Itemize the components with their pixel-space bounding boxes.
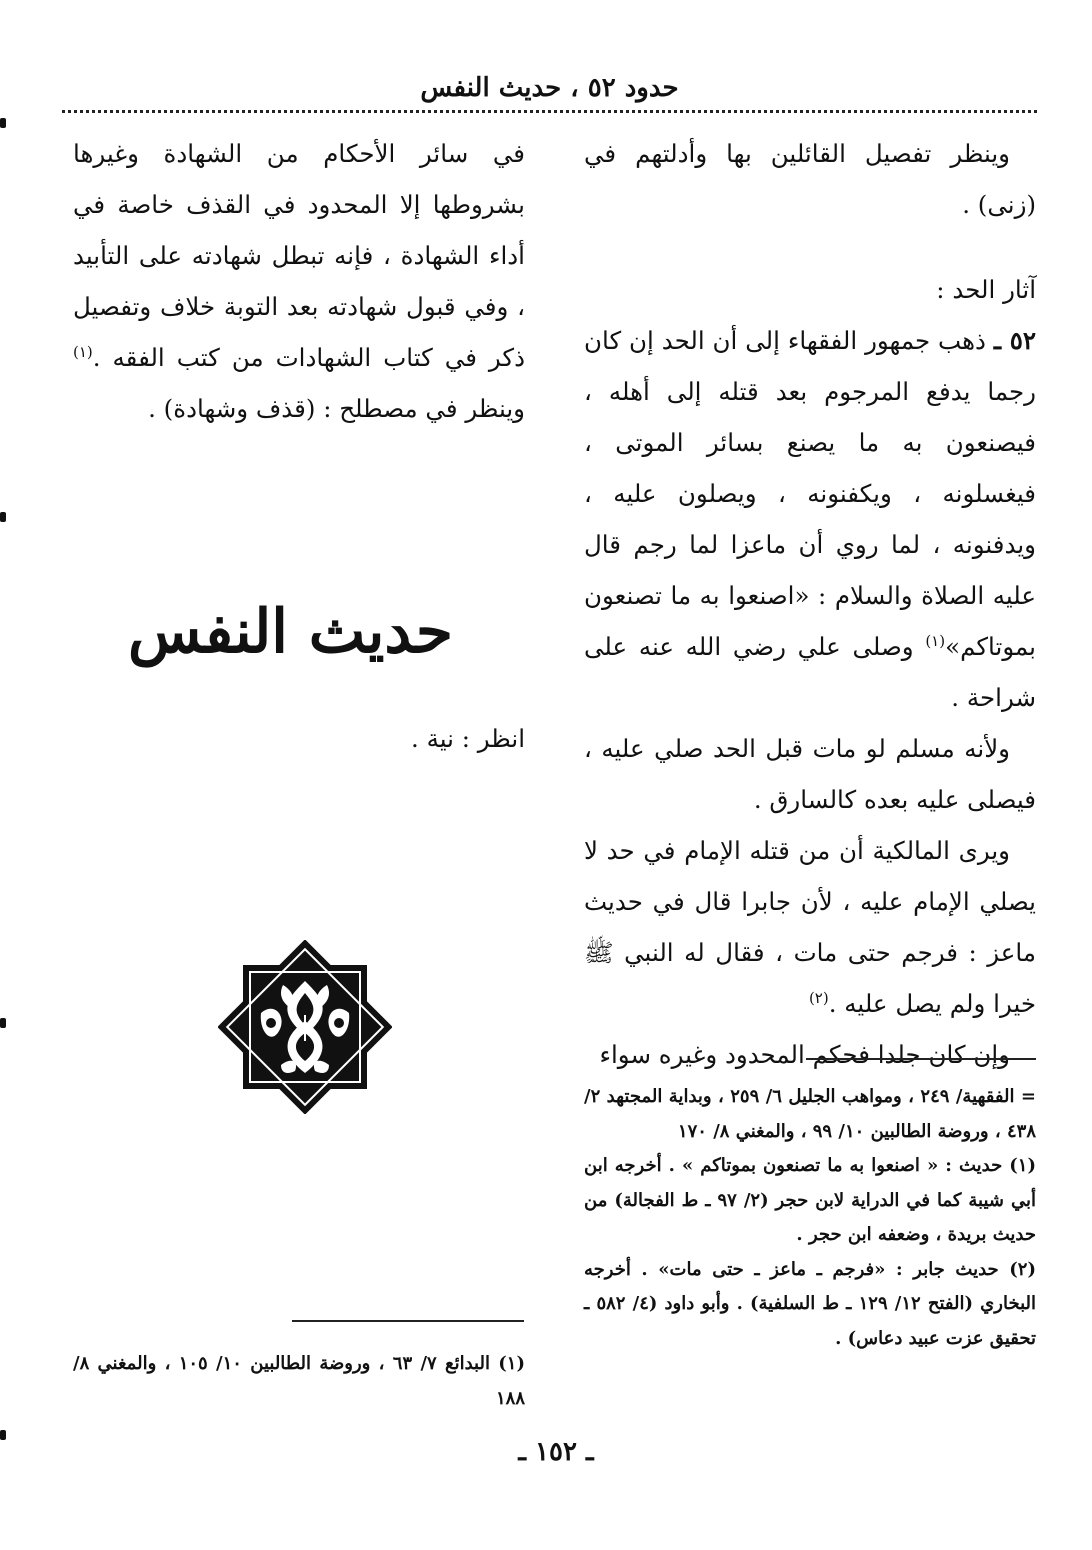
scan-edge-mark xyxy=(0,512,6,522)
footnote-2: (٢) حديث جابر : «فرجم ـ ماعز ـ حتى مات» . أخرجه البخاري (الفتح ١٢/ ١٢٩ ـ ط السلفية) . وأبو داود (٤/ ٥٨٢ ـ تحقيق عزت عبيد دعاس) . xyxy=(584,1258,1036,1349)
footnote-divider xyxy=(292,1320,524,1322)
paragraph-flogging: وإن كان جلدا فحكم المحدود وغيره سواء xyxy=(599,1040,1010,1069)
left-column-tail: وينظر في مصطلح : (قذف وشهادة) . xyxy=(148,394,525,423)
left-column xyxy=(73,128,525,434)
left-column-paragraph xyxy=(73,128,525,434)
scan-edge-mark xyxy=(0,1018,6,1028)
paragraph-52-tail: وصلى علي رضي الله عنه على شراحة . xyxy=(584,632,1036,712)
footnote-1: (١) البدائع ٧/ ٦٣ ، وروضة الطالبين ١٠/ ١٠٥ ، والمغني ٨/ ١٨٨ xyxy=(73,1353,525,1409)
scan-edge-mark xyxy=(0,118,6,128)
section-gap xyxy=(584,230,1036,264)
scan-edge-mark xyxy=(0,1430,6,1440)
footnotes-right xyxy=(584,1080,1036,1356)
footnote-continuation: = الفقهية/ ٢٤٩ ، ومواهب الجليل ٦/ ٢٥٩ ، وبداية المجتهد ٢/ ٤٣٨ ، وروضة الطالبين ١٠/ ٩٩ ، والمغني ٨/ ١٧٠ xyxy=(584,1086,1037,1142)
footnote-ref[interactable]: (١) xyxy=(73,342,93,361)
left-column-text: في سائر الأحكام من الشهادة وغيرها بشروطها إلا المحدود في القذف خاصة في أداء الشهادة ، فإنه تبطل شهادته على التأبيد ، وفي قبول شهادته بعد التوبة خلاف وتفصيل ذكر في كتاب الشهادات من كتب الفقه . xyxy=(73,139,525,372)
footnote-ref[interactable]: (٢) xyxy=(808,988,829,1007)
paragraph-52-text: ذهب جمهور الفقهاء إلى أن الحد إن كان رجما يدفع المرجوم بعد قتله إلى أهله ، فيصنعون به ما يصنع بسائر الموتى ، فيغسلونه ، ويكفنونه ، ويصلون عليه ، ويدفنونه ، لما روي أن ماعزا لما رجم قال عليه الصلاة والسلام : «اصنعوا به ما تصنعون بموتاكم» xyxy=(584,326,1036,661)
intro-paragraph: وينظر تفصيل القائلين بها وأدلتهم في (زنى) . xyxy=(584,139,1036,219)
paragraph-muslim: ولأنه مسلم لو مات قبل الحد صلي عليه ، فيصلى عليه بعده كالسارق . xyxy=(584,734,1036,814)
footnote-divider xyxy=(806,1058,1036,1060)
running-header: حدود ٥٢ ، حديث النفس xyxy=(420,73,679,103)
paragraph-number: ٥٢ ـ xyxy=(993,326,1037,355)
entry-title: حديث النفس xyxy=(128,597,453,667)
header-dotted-rule xyxy=(62,110,1037,113)
footnotes-left xyxy=(73,1347,525,1416)
see-also-reference[interactable]: انظر : نية . xyxy=(411,724,525,753)
right-column xyxy=(584,128,1036,1080)
footnote-ref[interactable]: (١) xyxy=(925,631,946,650)
page-number: ـ ١٥٢ ـ xyxy=(518,1437,594,1467)
section-heading: آثار الحد : xyxy=(936,275,1036,304)
paragraph-52 xyxy=(584,315,1036,723)
islamic-star-ornament-icon xyxy=(218,940,392,1114)
footnote-1: (١) حديث : « اصنعوا به ما تصنعون بموتاكم » . أخرجه ابن أبي شيبة كما في الدراية لابن حجر (٢/ ٩٧ ـ ط الفجالة) من حديث بريدة ، وضعفه ابن حجر . xyxy=(584,1155,1036,1245)
paragraph-maliki xyxy=(584,825,1036,1029)
paragraph-maliki-text: ويرى المالكية أن من قتله الإمام في حد لا يصلي الإمام عليه ، لأن جابرا قال في حديث ماعز : فرجم حتى مات ، فقال له النبي ﷺ خيرا ولم يصل عليه . xyxy=(584,836,1036,1018)
